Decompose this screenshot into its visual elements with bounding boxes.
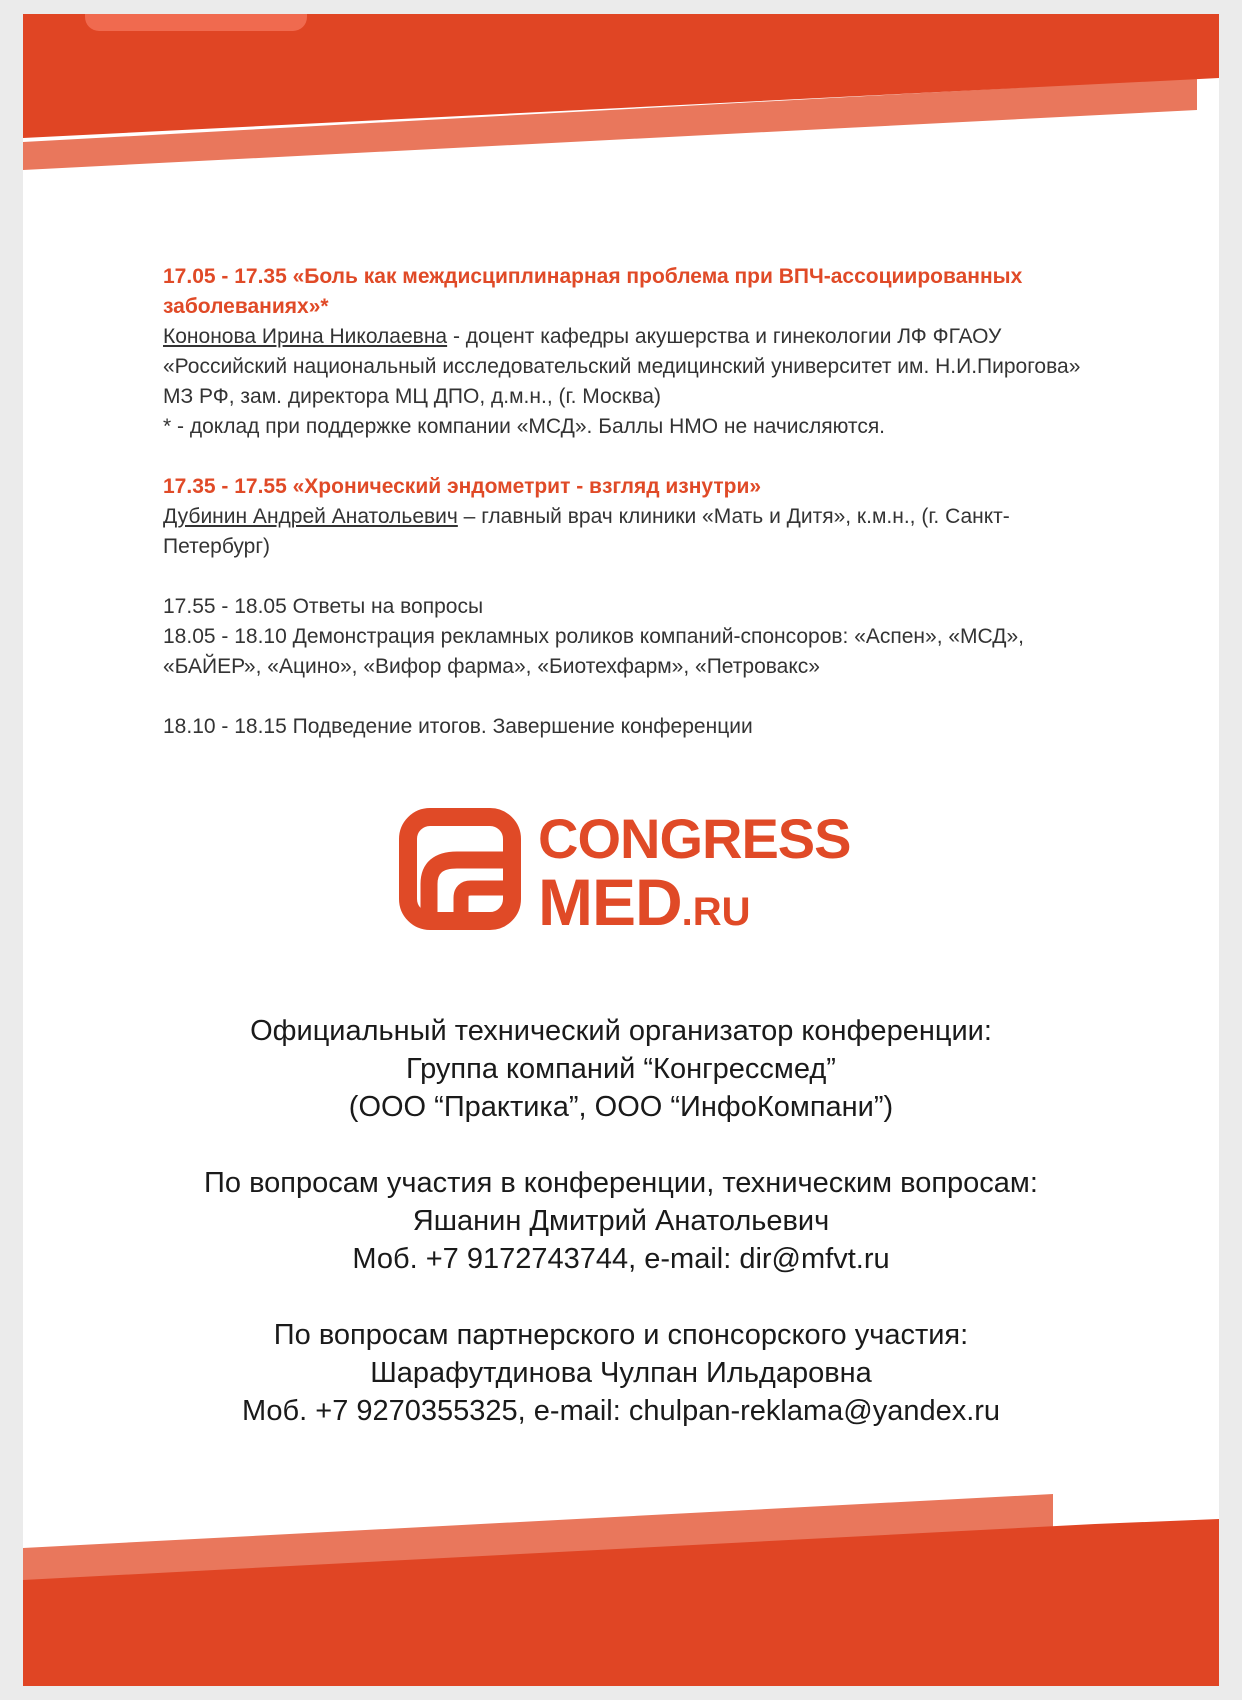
program-item-closing: 18.10 - 18.15 Подведение итогов. Завершение конференции — [163, 715, 753, 738]
organizer-companies: (ООО “Практика”, ООО “ИнфоКомпани”) — [348, 1091, 894, 1123]
logo-ru-suffix: .RU — [681, 890, 751, 934]
top-tab-highlight — [85, 14, 307, 31]
document-page — [23, 14, 1219, 1686]
participation-name: Яшанин Дмитрий Анатольевич — [412, 1205, 830, 1237]
program-item-qa: 17.55 - 18.05 Ответы на вопросы — [163, 595, 484, 618]
sponsor-heading: По вопросам партнерского и спонсорского участия: — [273, 1319, 969, 1351]
session-2-speaker-name: Дубинин Андрей Анатольевич — [163, 505, 458, 528]
participation-heading: По вопросам участия в конференции, техническим вопросам: — [204, 1167, 1038, 1199]
program-schedule — [163, 262, 1113, 742]
session-1-speaker-info: - доцент кафедры акушерства и гинекологии ЛФ ФГАОУ «Российский национальный исследовательский медицинский университет им. Н.И.Пирогова» МЗ РФ, зам. директора МЦ ДПО, д.м.н., (г. Москва) — [163, 325, 1081, 408]
session-2-title: 17.35 - 17.55 «Хронический эндометрит - взгляд изнутри» — [163, 475, 762, 498]
session-1-title: 17.05 - 17.35 «Боль как междисциплинарная проблема при ВПЧ-ассоциированных заболеваниях»* — [163, 265, 1023, 318]
session-2-speaker-line — [163, 502, 1113, 562]
session-1-speaker-name: Кононова Ирина Николаевна — [163, 325, 448, 348]
logo-wordmark — [538, 808, 851, 944]
logo-line-congress: CONGRESS — [538, 807, 851, 870]
logo-line-med — [538, 865, 851, 944]
organizer-group: Группа компаний “Конгрессмед” — [406, 1053, 836, 1085]
organizer-heading: Официальный технический организатор конференции: — [250, 1015, 992, 1047]
participation-contact-block — [83, 1164, 1159, 1278]
participation-contact-line: Моб. +7 9172743744, e-mail: dir@mfvt.ru — [352, 1243, 890, 1275]
session-2-speaker-info: – главный врач клиники «Мать и Дитя», к.м.н., (г. Санкт-Петербург) — [163, 505, 1010, 558]
contacts-section — [83, 1012, 1159, 1430]
sponsor-contact-block — [83, 1316, 1159, 1430]
session-1-speaker-line — [163, 322, 1113, 412]
sponsor-contact-line: Моб. +7 9270355325, e-mail: chulpan-reklama@yandex.ru — [241, 1395, 1001, 1427]
session-1-note: * - доклад при поддержке компании «МСД». Баллы НМО не начисляются. — [163, 415, 886, 438]
logo-mark-icon — [399, 808, 521, 930]
congressmed-logo — [399, 808, 849, 938]
logo-med: MED — [538, 865, 682, 939]
organizer-block — [83, 1012, 1159, 1126]
sponsor-name: Шарафутдинова Чулпан Ильдаровна — [370, 1357, 872, 1389]
program-item-demo: 18.05 - 18.10 Демонстрация рекламных роликов компаний-спонсоров: «Аспен», «МСД», «БАЙЕР», «Ацино», «Вифор фарма», «Биотехфарм», «Петровакс» — [163, 625, 1024, 678]
